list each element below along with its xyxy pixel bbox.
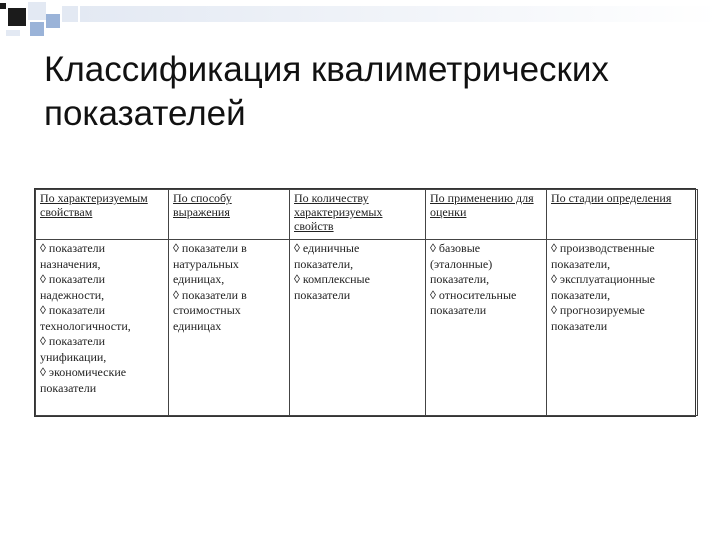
- list-item: ◊ показатели назначения,: [40, 241, 106, 271]
- header-by-properties: По характеризуемым свойствам: [36, 190, 169, 240]
- cell-by-properties: [36, 240, 169, 416]
- list-item: ◊ единичные показатели,: [294, 241, 360, 271]
- list-item: ◊ показатели в натуральных единицах,: [173, 241, 247, 286]
- list-item: ◊ комплексные показатели: [294, 272, 370, 302]
- list-item: ◊ экономические показатели: [40, 365, 127, 395]
- table-row: [36, 240, 698, 416]
- list-item: ◊ прогнозируемые показатели: [551, 303, 645, 333]
- cell-by-expression: [169, 240, 290, 416]
- list-item: ◊ эксплуатационные показатели,: [551, 272, 655, 302]
- list-item: ◊ показатели надежности,: [40, 272, 106, 302]
- header-by-count: По количеству характеризуемых свойств: [290, 190, 426, 240]
- classification-table: [34, 188, 696, 417]
- header-by-expression: По способу выражения: [169, 190, 290, 240]
- list-item: ◊ показатели в стоимостных единицах: [173, 287, 247, 333]
- decorative-header-bar: [0, 0, 720, 40]
- cell-by-stage: [547, 240, 698, 416]
- cell-by-count: [290, 240, 426, 416]
- list-item: ◊ производственные показатели,: [551, 241, 655, 271]
- table-header-row: [36, 190, 698, 240]
- list-item: ◊ базовые (эталонные) показатели,: [430, 241, 493, 286]
- header-by-stage: По стадии определения: [547, 190, 698, 240]
- cell-by-application: [426, 240, 547, 416]
- header-by-application: По применению для оценки: [426, 190, 547, 240]
- list-item: ◊ показатели унификации,: [40, 334, 107, 364]
- list-item: ◊ относительные показатели: [430, 287, 517, 317]
- list-item: ◊ показатели технологичности,: [40, 303, 131, 333]
- page-title: Классификация квалиметрических показателей: [44, 50, 609, 133]
